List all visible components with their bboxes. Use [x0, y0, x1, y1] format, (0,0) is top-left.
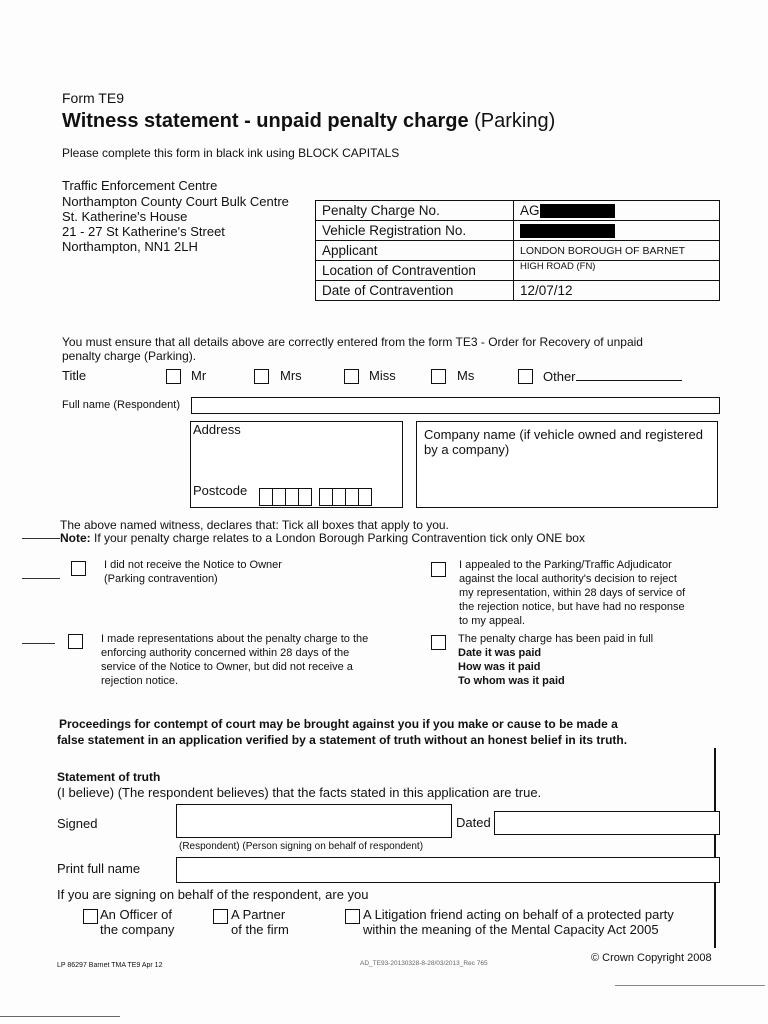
behalf-question: If you are signing on behalf of the respondent, are you: [57, 887, 369, 902]
postcode-char-box[interactable]: [345, 488, 359, 506]
company-name-input[interactable]: [416, 421, 718, 508]
margin-rule: [22, 643, 55, 644]
option3-line: service of the Notice to Owner, but did not receive a: [101, 661, 353, 673]
signature-input[interactable]: [176, 804, 452, 838]
note-text: If your penalty charge relates to a London Borough Parking Contravention tick only ONE box: [90, 531, 585, 545]
title-miss-checkbox[interactable]: [344, 369, 359, 384]
postcode-char-box[interactable]: [285, 488, 299, 506]
table-row: [316, 221, 720, 241]
option4-line: The penalty charge has been paid in full: [458, 633, 654, 645]
title-other-label: Other: [543, 369, 576, 384]
whom-paid-label: To whom was it paid: [458, 675, 565, 687]
location-label: Location of Contravention: [316, 261, 514, 281]
table-row: [316, 241, 720, 261]
address-label: Address: [193, 422, 241, 437]
litigation-label-line1: A Litigation friend acting on behalf of a protected party: [363, 907, 674, 922]
company-label-line1: Company name (if vehicle owned and registered: [424, 427, 703, 442]
warning-line2: false statement in an application verified by a statement of truth without an honest belief in its truth.: [57, 733, 628, 747]
form-title: [62, 110, 555, 133]
postcode-label: Postcode: [193, 483, 248, 498]
officer-label-line1: An Officer of: [100, 907, 173, 922]
postcode-char-box[interactable]: [259, 488, 273, 506]
applicant-label: Applicant: [316, 241, 514, 261]
penalty-charge-label: Penalty Charge No.: [316, 201, 514, 221]
respondent-note: (Respondent) (Person signing on behalf of respondent): [179, 841, 424, 852]
partner-checkbox[interactable]: [213, 909, 228, 924]
option-no-notice-checkbox[interactable]: [71, 561, 86, 576]
tec-address-line: Northampton, NN1 2LH: [62, 239, 198, 254]
postcode-boxes[interactable]: [260, 488, 372, 506]
form-code: Form TE9: [62, 90, 124, 106]
print-name-label: Print full name: [57, 861, 141, 876]
officer-checkbox[interactable]: [83, 909, 98, 924]
litigation-label-line2: within the meaning of the Mental Capacity Act 2005: [363, 922, 659, 937]
option-paid-checkbox[interactable]: [431, 635, 446, 650]
option2-line: against the local authority's decision to reject: [459, 573, 677, 585]
option3-line: I made representations about the penalty charge to the: [101, 633, 369, 645]
partner-label-line1: A Partner: [231, 907, 286, 922]
signed-label: Signed: [57, 816, 98, 831]
postcode-char-box[interactable]: [358, 488, 372, 506]
full-name-input[interactable]: [191, 397, 720, 414]
margin-rule: [22, 538, 60, 539]
title-ms-checkbox[interactable]: [431, 369, 446, 384]
applicant-value[interactable]: LONDON BOROUGH OF BARNET: [514, 241, 720, 261]
footer-reference: LP 86297 Barnet TMA TE9 Apr 12: [57, 962, 163, 969]
full-name-label: Full name (Respondent): [62, 399, 181, 411]
declaration-intro: The above named witness, declares that: Tick all boxes that apply to you.: [60, 518, 449, 532]
postcode-char-box[interactable]: [298, 488, 312, 506]
table-row: [316, 201, 720, 221]
redaction-mark: [520, 224, 615, 238]
table-row: [316, 281, 720, 301]
penalty-charge-field[interactable]: [514, 201, 720, 221]
postcode-char-box[interactable]: [319, 488, 333, 506]
option1-line: I did not receive the Notice to Owner: [104, 559, 282, 571]
charge-details-table: [315, 200, 720, 301]
option3-line: enforcing authority concerned within 28 days of the: [101, 647, 350, 659]
title-miss-label: Miss: [369, 368, 396, 383]
date-paid-label: Date it was paid: [458, 647, 542, 659]
title-ms-label: Ms: [457, 368, 475, 383]
margin-rule: [714, 748, 716, 948]
option2-line: to my appeal.: [459, 615, 526, 627]
redaction-mark: [540, 204, 615, 218]
title-other-field[interactable]: [543, 368, 682, 384]
title-label: Title: [62, 368, 87, 383]
date-label: Date of Contravention: [316, 281, 514, 301]
table-row: [316, 261, 720, 281]
penalty-charge-value: AG: [520, 202, 540, 218]
vehicle-registration-field[interactable]: [514, 221, 720, 241]
form-instruction: Please complete this form in black ink using BLOCK CAPITALS: [62, 146, 400, 160]
dated-label: Dated: [456, 815, 491, 830]
declaration-note: [60, 531, 585, 545]
statement-heading: Statement of truth: [57, 770, 161, 784]
divider: [615, 985, 765, 986]
option-appealed-checkbox[interactable]: [431, 562, 446, 577]
title-mrs-label: Mrs: [280, 368, 302, 383]
partner-label-line2: of the firm: [231, 922, 289, 937]
warning-line1: Proceedings for contempt of court may be brought against you if you make or cause to be made a: [59, 717, 618, 731]
officer-label-line2: the company: [100, 922, 175, 937]
form-title-main: Witness statement - unpaid penalty charge: [62, 110, 469, 132]
option2-line: the rejection notice, but have had no response: [459, 601, 685, 613]
option2-line: my representation, within 28 days of service of: [459, 587, 686, 599]
vehicle-registration-label: Vehicle Registration No.: [316, 221, 514, 241]
option-representations-checkbox[interactable]: [68, 634, 83, 649]
location-value[interactable]: HIGH ROAD (FN): [514, 261, 720, 281]
title-mr-label: Mr: [191, 368, 207, 383]
print-name-input[interactable]: [176, 857, 720, 883]
date-signed-input[interactable]: [494, 811, 720, 835]
litigation-friend-checkbox[interactable]: [345, 909, 360, 924]
margin-rule: [22, 578, 60, 579]
tec-address-line: Northampton County Court Bulk Centre: [62, 194, 289, 209]
title-mrs-checkbox[interactable]: [254, 369, 269, 384]
ensure-text-line2: penalty charge (Parking).: [62, 349, 197, 363]
form-title-suffix: (Parking): [474, 110, 556, 132]
company-label-line2: by a company): [424, 442, 510, 457]
title-other-underline: [576, 368, 682, 381]
address-input[interactable]: [190, 421, 403, 508]
date-value[interactable]: 12/07/12: [514, 281, 720, 301]
footer-document-id: AD_TE93-20130328-8-28/03/2013_Rec 765: [360, 960, 488, 967]
postcode-char-box[interactable]: [272, 488, 286, 506]
option2-line: I appealed to the Parking/Traffic Adjudicator: [459, 559, 672, 571]
statement-text: (I believe) (The respondent believes) that the facts stated in this application are true.: [57, 785, 542, 800]
tec-address-line: 21 - 27 St Katherine's Street: [62, 224, 225, 239]
tec-address-line: St. Katherine's House: [62, 209, 188, 224]
title-mr-checkbox[interactable]: [166, 369, 181, 384]
title-other-checkbox[interactable]: [518, 369, 533, 384]
option3-line: rejection notice.: [101, 675, 179, 687]
how-paid-label: How was it paid: [458, 661, 541, 673]
divider: [0, 1016, 120, 1017]
ensure-text-line1: You must ensure that all details above are correctly entered from the form TE3 - Order for Recovery of unpaid: [62, 335, 643, 349]
copyright-notice: © Crown Copyright 2008: [591, 952, 712, 964]
postcode-char-box[interactable]: [332, 488, 346, 506]
tec-address-line: Traffic Enforcement Centre: [62, 178, 218, 193]
option1-line: (Parking contravention): [104, 573, 218, 585]
note-label: Note:: [60, 531, 91, 545]
